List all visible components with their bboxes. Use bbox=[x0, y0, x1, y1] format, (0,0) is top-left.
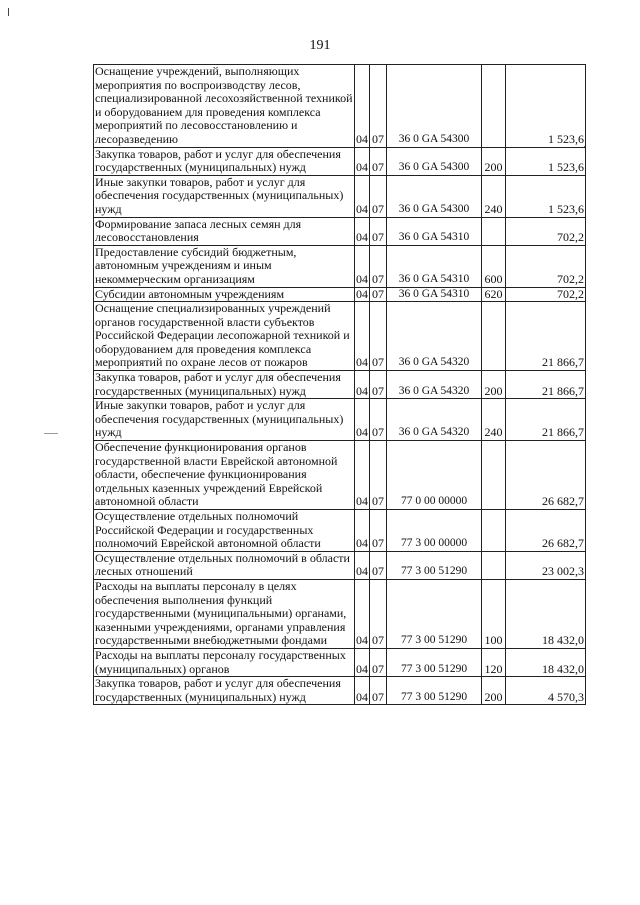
row-name: Расходы на выплаты персоналу государственных (муниципальных) органов bbox=[94, 648, 355, 676]
row-subsection-code: 07 bbox=[370, 65, 387, 148]
row-amount: 21 866,7 bbox=[506, 302, 586, 371]
row-subsection-code: 07 bbox=[370, 245, 387, 287]
row-amount: 702,2 bbox=[506, 287, 586, 302]
row-expense-type bbox=[482, 65, 506, 148]
table-row bbox=[94, 579, 586, 648]
row-expense-type bbox=[482, 551, 506, 579]
row-subsection-code: 07 bbox=[370, 371, 387, 399]
table-row bbox=[94, 371, 586, 399]
row-target-article: 36 0 GA 54310 bbox=[387, 217, 482, 245]
row-name: Закупка товаров, работ и услуг для обеспечения государственных (муниципальных) нужд bbox=[94, 677, 355, 705]
row-target-article: 36 0 GA 54310 bbox=[387, 287, 482, 302]
row-expense-type: 100 bbox=[482, 579, 506, 648]
row-name: Иные закупки товаров, работ и услуг для обеспечения государственных (муниципальных) нужд bbox=[94, 175, 355, 217]
table-row bbox=[94, 441, 586, 510]
row-target-article: 36 0 GA 54300 bbox=[387, 175, 482, 217]
row-name: Формирование запаса лесных семян для лесовосстановления bbox=[94, 217, 355, 245]
table-row bbox=[94, 245, 586, 287]
row-expense-type: 200 bbox=[482, 147, 506, 175]
table-row bbox=[94, 551, 586, 579]
table-row bbox=[94, 302, 586, 371]
row-section-code: 04 bbox=[355, 371, 370, 399]
row-amount: 21 866,7 bbox=[506, 371, 586, 399]
table-row bbox=[94, 677, 586, 705]
row-section-code: 04 bbox=[355, 217, 370, 245]
row-name: Закупка товаров, работ и услуг для обеспечения государственных (муниципальных) нужд bbox=[94, 371, 355, 399]
row-name: Субсидии автономным учреждениям bbox=[94, 287, 355, 302]
row-expense-type: 120 bbox=[482, 648, 506, 676]
row-subsection-code: 07 bbox=[370, 648, 387, 676]
row-amount: 4 570,3 bbox=[506, 677, 586, 705]
row-section-code: 04 bbox=[355, 399, 370, 441]
row-amount: 26 682,7 bbox=[506, 441, 586, 510]
row-subsection-code: 07 bbox=[370, 217, 387, 245]
row-amount: 23 002,3 bbox=[506, 551, 586, 579]
row-expense-type bbox=[482, 302, 506, 371]
row-name: Оснащение учреждений, выполняющих мероприятия по воспроизводству лесов, специализированной лесохозяйственной техникой и оборудованием для проведения комплекса мероприятий по лесовосстановлению и лесоразведению bbox=[95, 64, 353, 146]
row-target-article: 36 0 GA 54320 bbox=[387, 399, 482, 441]
row-amount: 702,2 bbox=[506, 217, 586, 245]
row-expense-type: 620 bbox=[482, 287, 506, 302]
budget-table bbox=[93, 64, 586, 705]
row-amount: 1 523,6 bbox=[506, 147, 586, 175]
row-target-article: 36 0 GA 54300 bbox=[387, 147, 482, 175]
row-section-code: 04 bbox=[355, 551, 370, 579]
table-row bbox=[94, 399, 586, 441]
table-row bbox=[94, 217, 586, 245]
row-section-code: 04 bbox=[355, 175, 370, 217]
budget-table-body bbox=[94, 65, 586, 705]
row-subsection-code: 07 bbox=[370, 441, 387, 510]
row-target-article: 36 0 GA 54320 bbox=[387, 371, 482, 399]
row-amount: 1 523,6 bbox=[506, 175, 586, 217]
row-section-code: 04 bbox=[355, 510, 370, 552]
table-row bbox=[94, 648, 586, 676]
row-section-code: 04 bbox=[355, 147, 370, 175]
row-name: Осуществление отдельных полномочий в области лесных отношений bbox=[94, 551, 355, 579]
scan-mark bbox=[8, 8, 9, 16]
row-expense-type bbox=[482, 510, 506, 552]
table-row bbox=[94, 65, 586, 148]
row-name: Закупка товаров, работ и услуг для обеспечения государственных (муниципальных) нужд bbox=[94, 147, 355, 175]
row-subsection-code: 07 bbox=[370, 175, 387, 217]
table-row bbox=[94, 175, 586, 217]
row-subsection-code: 07 bbox=[370, 287, 387, 302]
row-target-article: 77 3 00 51290 bbox=[387, 579, 482, 648]
row-subsection-code: 07 bbox=[370, 579, 387, 648]
row-expense-type: 240 bbox=[482, 399, 506, 441]
row-subsection-code: 07 bbox=[370, 399, 387, 441]
table-row bbox=[94, 510, 586, 552]
row-section-code: 04 bbox=[355, 441, 370, 510]
row-section-code: 04 bbox=[355, 302, 370, 371]
row-section-code: 04 bbox=[355, 677, 370, 705]
row-amount: 18 432,0 bbox=[506, 648, 586, 676]
row-expense-type bbox=[482, 441, 506, 510]
row-expense-type bbox=[482, 217, 506, 245]
row-target-article: 36 0 GA 54310 bbox=[387, 245, 482, 287]
row-target-article: 77 3 00 00000 bbox=[387, 510, 482, 552]
row-section-code: 04 bbox=[355, 579, 370, 648]
row-expense-type: 200 bbox=[482, 371, 506, 399]
row-name: Расходы на выплаты персоналу в целях обеспечения выполнения функций государственными (муниципальными) органами, казенными учреждениями, органами управления государственными внебюджетными фондами bbox=[94, 579, 355, 648]
row-section-code: 04 bbox=[355, 648, 370, 676]
row-target-article: 77 0 00 00000 bbox=[387, 441, 482, 510]
table-row bbox=[94, 287, 586, 302]
row-target-article: 36 0 GA 54300 bbox=[387, 65, 482, 148]
row-expense-type: 600 bbox=[482, 245, 506, 287]
row-amount: 26 682,7 bbox=[506, 510, 586, 552]
row-amount: 1 523,6 bbox=[506, 65, 586, 148]
row-amount: 702,2 bbox=[506, 245, 586, 287]
row-section-code: 04 bbox=[355, 65, 370, 148]
row-name: Оснащение специализированных учреждений органов государственной власти субъектов Российской Федерации лесопожарной техникой и оборудованием для проведения комплекса мероприятий по охране лесов от пожаров bbox=[94, 302, 355, 371]
row-subsection-code: 07 bbox=[370, 677, 387, 705]
row-target-article: 77 3 00 51290 bbox=[387, 648, 482, 676]
row-target-article: 36 0 GA 54320 bbox=[387, 302, 482, 371]
row-expense-type: 240 bbox=[482, 175, 506, 217]
table-row bbox=[94, 147, 586, 175]
row-subsection-code: 07 bbox=[370, 551, 387, 579]
row-section-code: 04 bbox=[356, 287, 368, 301]
row-target-article: 77 3 00 51290 bbox=[387, 677, 482, 705]
row-name: Предоставление субсидий бюджетным, автономным учреждениям и иным некоммерческим организациям bbox=[94, 245, 355, 287]
row-expense-type: 200 bbox=[482, 677, 506, 705]
row-amount: 21 866,7 bbox=[506, 399, 586, 441]
row-subsection-code: 07 bbox=[370, 302, 387, 371]
row-section-code: 04 bbox=[355, 245, 370, 287]
row-amount: 18 432,0 bbox=[506, 579, 586, 648]
row-name: Обеспечение функционирования органов государственной власти Еврейской автономной области, обеспечение функционирования отдельных казенных учреждений Еврейской автономной области bbox=[94, 441, 355, 510]
row-subsection-code: 07 bbox=[370, 510, 387, 552]
row-name: Осуществление отдельных полномочий Российской Федерации и государственных полномочий Еврейской автономной области bbox=[94, 510, 355, 552]
scan-dash bbox=[44, 433, 58, 434]
row-name: Иные закупки товаров, работ и услуг для обеспечения государственных (муниципальных) нужд bbox=[94, 399, 355, 441]
row-subsection-code: 07 bbox=[370, 147, 387, 175]
page-number: 191 bbox=[309, 38, 331, 53]
row-target-article: 77 3 00 51290 bbox=[387, 551, 482, 579]
